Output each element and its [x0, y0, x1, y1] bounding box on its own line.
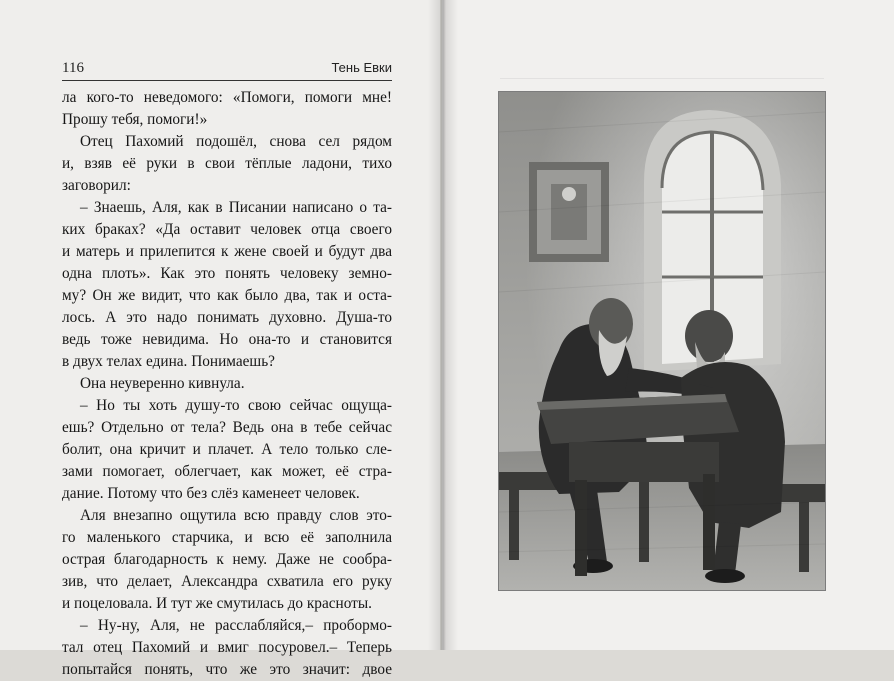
text-line: острая благодарность к нему. Даже не сообра-	[62, 551, 392, 568]
running-title: Тень Евки	[331, 60, 392, 75]
text-line: ешь? Отдельно от тела? Ведь она в тебе сейчас	[62, 419, 392, 436]
text-line: и, взяв её руки в свои тёплые ладони, тихо	[62, 155, 392, 172]
text-line: зами помогает, облегчает, как может, её стра-	[62, 463, 392, 480]
page-number: 116	[62, 60, 84, 76]
text-line: – Но ты хоть душу-то свою сейчас ощуща-	[80, 397, 392, 414]
left-page	[0, 0, 440, 678]
text-line: попытайся понять, что же это значит: двое	[62, 661, 392, 678]
text-line: одна плоть». Как это понять человеку земно-	[62, 265, 392, 282]
text-line: зив, что делает, Александра схватила его руку	[62, 573, 392, 590]
text-line: ведь тоже невидима. Но она-то и становится	[62, 331, 392, 348]
header-rule	[62, 80, 392, 81]
text-line: Аля внезапно ощутила всю правду слов это-	[80, 507, 392, 524]
wall-icon	[529, 162, 609, 262]
text-line: го маленького старчика, и всю её заполнила	[62, 529, 392, 546]
text-line: Прошу тебя, помоги!»	[62, 111, 208, 128]
text-line: Она неуверенно кивнула.	[80, 375, 245, 392]
text-line: лось. А это надо понимать духовно. Душа-то	[62, 309, 392, 326]
text-line: Отец Пахомий подошёл, снова сел рядом	[80, 133, 392, 150]
page-header	[62, 58, 392, 78]
text-line: – Ну-ну, Аля, не расслабляйся,– пробормо-	[80, 617, 392, 634]
text-line: заговорил:	[62, 177, 131, 194]
text-line: и поцеловала. И тут же смутилась до красноты.	[62, 595, 372, 612]
text-line: в двух телах едина. Понимаешь?	[62, 353, 275, 370]
illustration	[498, 91, 826, 591]
text-line: и матерь и прилепится к жене своей и будут два	[62, 243, 392, 260]
illustration-drawing	[499, 92, 825, 590]
text-line: ла кого-то неведомого: «Помоги, помоги мне!	[62, 89, 392, 106]
body-text	[62, 87, 392, 681]
text-line: ких браках? «Да оставит человек отца своего	[62, 221, 392, 238]
book-gutter	[428, 0, 458, 650]
text-line: болит, она кричит и плачет. А тело только сле-	[62, 441, 392, 458]
text-line: дание. Потому что без слёз каменеет человек.	[62, 485, 360, 502]
show-through-header	[500, 68, 824, 79]
text-line: – Знаешь, Аля, как в Писании написано о та-	[80, 199, 392, 216]
text-line: тал отец Пахомий и вмиг посуровел.– Теперь	[62, 639, 392, 656]
text-line: му? Он же видит, что как было два, так и оста-	[62, 287, 392, 304]
